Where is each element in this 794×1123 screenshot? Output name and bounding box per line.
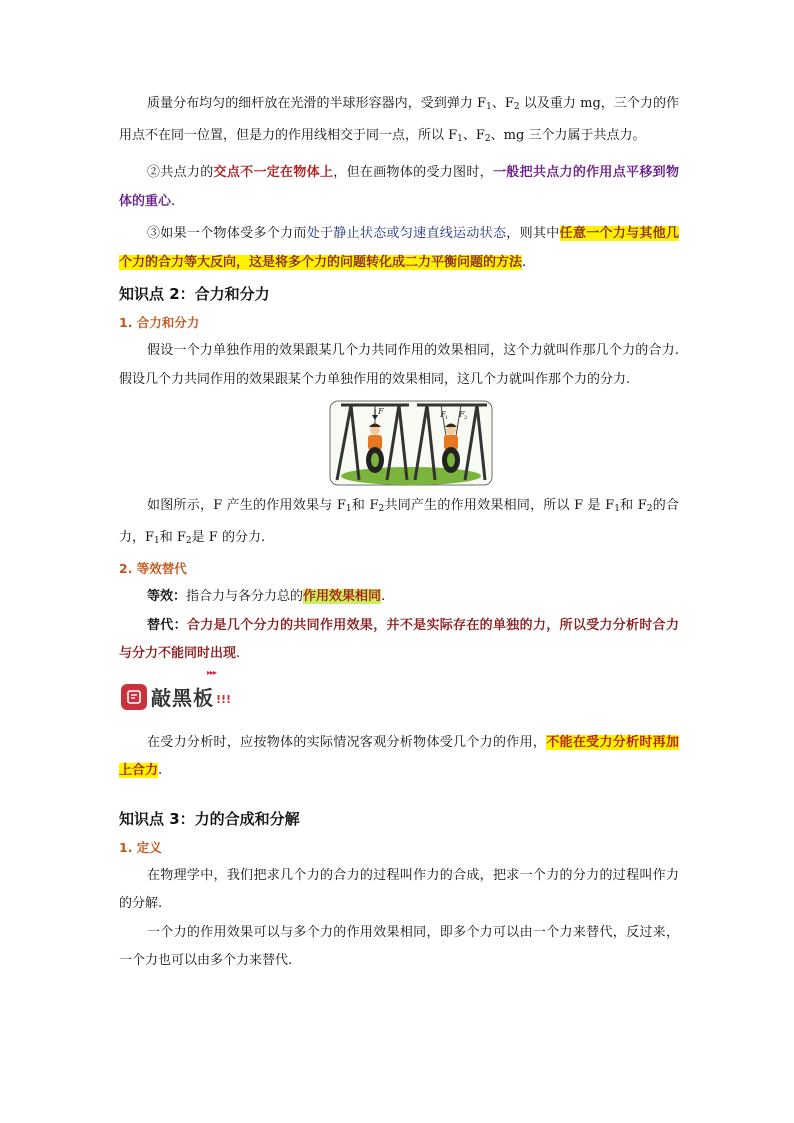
section-2-subtitle-2: 2. 等效替代 (119, 561, 187, 576)
paragraph-equivalence: 等效：指合力与各分力总的作用效果相同. (147, 589, 386, 604)
paragraph-point-2: ②共点力的交点不一定在物体上，但在画物体的受力图时，一般把共点力的作用点平移到物体的重心. (119, 165, 679, 209)
label-f2: F (459, 410, 465, 419)
label-f1: F (440, 410, 446, 419)
blackboard-icon (121, 684, 147, 710)
section-3-subtitle-1: 1. 定义 (119, 839, 162, 855)
document-page (119, 90, 679, 976)
paragraph-substitution-both-ways: 一个力的作用效果可以与多个力的作用效果相同，即多个力可以由一个力来替代，反过来，一个力也可以由多个力来替代. (119, 924, 679, 968)
paragraph-rod-example: 质量分布均匀的细杆放在光滑的半球形容器内，受到弹力 $F_1$、$F_2$ 以及重力 mg，三个力的作用点不在同一位置，但是力的作用线相交于同一点，所以 $F_1$、$F_2$、mg 三个力属于共点力。 (119, 96, 679, 144)
label-f2-sub: 2 (464, 415, 468, 421)
paragraph-point-3: ③如果一个物体受多个力而处于静止状态或匀速直线运动状态，则其中任意一个力与其他几个力的合力等大反向，这是将多个力的问题转化成二力平衡问题的方法. (119, 226, 679, 270)
label-f1-sub: 1 (445, 415, 449, 421)
paragraph-figure-explanation: 如图所示，F 产生的作用效果与 $F_1$和 $F_2$共同产生的作用效果相同，所以 F 是 $F_1$和 $F_2$的合力，$F_1$和 $F_2$是 F 的分力. (119, 498, 680, 546)
knock-blackboard-banner (121, 668, 679, 717)
exclamation-marks: !!! (216, 693, 232, 706)
section-3-title: 知识点 3：力的合成和分解 (119, 809, 300, 828)
section-2-title: 知识点 2：合力和分力 (119, 285, 270, 303)
arrows-decoration: ▸▸▸ (206, 668, 216, 677)
label-f: F (378, 407, 384, 416)
section-2-subtitle-1: 1. 合力和分力 (119, 315, 200, 330)
paragraph-substitution: 替代：合力是几个分力的共同作用效果，并不是实际存在的单独的力，所以受力分析时合力与分力不能同时出现. (119, 617, 679, 661)
blackboard-title: 敲黑板 ▸▸▸ (151, 668, 216, 710)
swing-figure (329, 400, 493, 486)
paragraph-blackboard-note: 在受力分析时，应按物体的实际情况客观分析物体受几个力的作用，不能在受力分析时再加上合力. (119, 734, 679, 778)
swing-illustration (329, 400, 493, 486)
paragraph-composition-definition: 在物理学中，我们把求几个力的合力的过程叫作力的合成，把求一个力的分力的过程叫作力的分解. (119, 867, 679, 911)
paragraph-resultant-definition: 假设一个力单独作用的效果跟某几个力共同作用的效果相同，这个力就叫作那几个力的合力. 假设几个力共同作用的效果跟某个力单独作用的效果相同，这几个力就叫作那个力的分力. (119, 343, 679, 387)
